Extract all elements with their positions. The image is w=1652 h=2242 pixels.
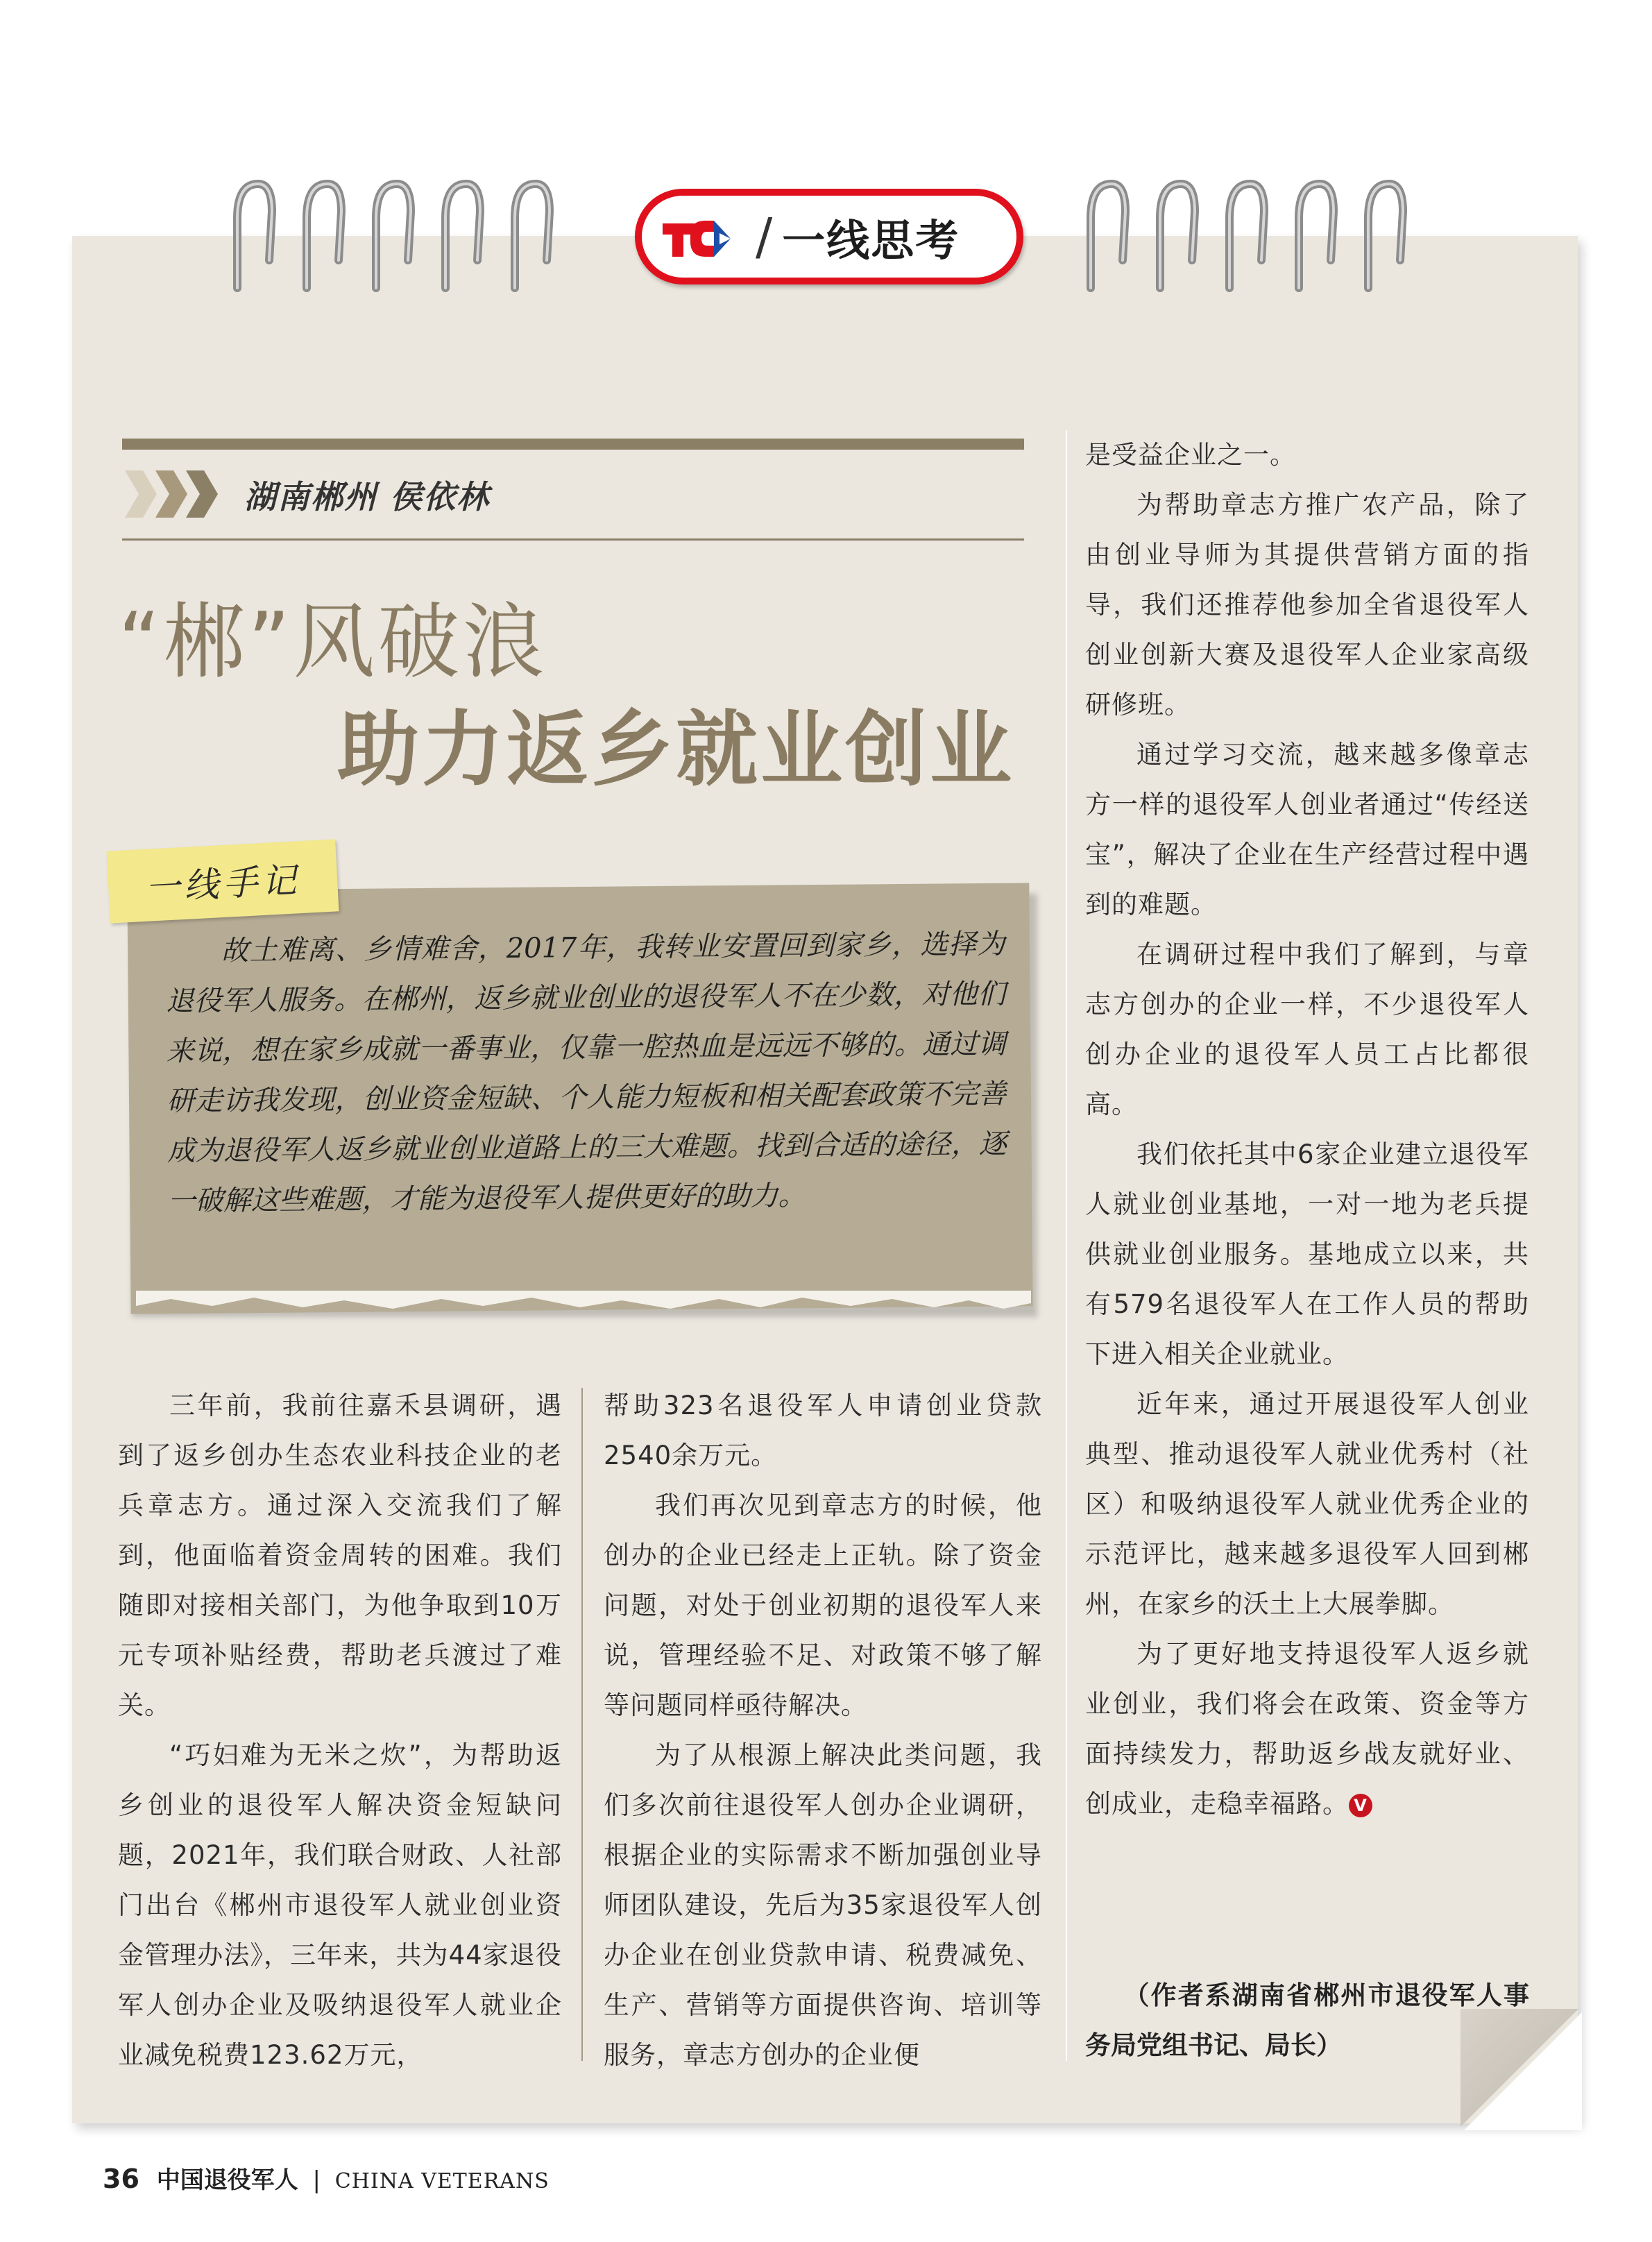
spiral-ring-icon: [1360, 177, 1408, 295]
paragraph-continuation: 帮助323名退役军人申请创业贷款2540余万元。: [604, 1391, 1042, 1470]
author-rule-bottom: [122, 538, 1024, 541]
section-badge: [635, 189, 1023, 285]
headline-line-1: “郴”风破浪: [118, 594, 547, 690]
chevrons-icon: [122, 466, 226, 522]
field-note-text: 故土难离、乡情难舍，2017年，我转业安置回到家乡，选择为退役军人服务。在郴州，返乡就业创业的退役军人不在少数，对他们来说，想在家乡成就一番事业，仅靠一腔热血是远远不够的。通过调研走访我发现，创业资金短缺、个人能力短板和相关配套政策不完善成为退役军人返乡就业创业道路上的三大难题。找到合适的途径，逐一破解这些难题，才能为退役军人提供更好的助力。: [165, 928, 1007, 1218]
spiral-ring-icon: [368, 177, 416, 295]
page-footer: [103, 2161, 550, 2195]
author-note: （作者系湖南省郴州市退役军人事务局党组书记、局长）: [1085, 1980, 1529, 2060]
column-divider: [581, 1388, 583, 2061]
spiral-ring-icon: [437, 177, 486, 295]
headline-line-2: 助力返乡就业创业: [337, 702, 1015, 797]
paragraph: 为帮助章志方推广农产品，除了由创业导师为其提供营销方面的指导，我们还推荐他参加全省退役军人创业创新大赛及退役军人企业家高级研修班。: [1085, 490, 1529, 720]
body-column-3: [1085, 430, 1529, 1829]
footer-separator: |: [312, 2166, 321, 2194]
spiral-ring-icon: [229, 177, 278, 295]
badge-slash: /: [756, 207, 773, 266]
spiral-ring-icon: [1291, 177, 1339, 295]
page-number: 36: [103, 2164, 139, 2194]
author-rule-top: [122, 439, 1024, 450]
paragraph: 三年前，我前往嘉禾县调研，遇到了返乡创办生态农业科技企业的老兵章志方。通过深入交流我们了解到，他面临着资金周转的困难。我们随即对接相关部门，为他争取到10万元专项补贴经费，帮助老兵渡过了难关。: [118, 1391, 562, 1720]
paragraph: 我们依托其中6家企业建立退役军人就业创业基地，一对一地为老兵提供就业创业服务。基地成立以来，共有579名退役军人在工作人员的帮助下进入相关企业就业。: [1085, 1139, 1529, 1369]
body-column-1: [118, 1381, 562, 2080]
column-divider: [1066, 430, 1067, 2061]
body-column-2: [604, 1381, 1042, 2080]
paragraph-continuation: 是受益企业之一。: [1085, 440, 1296, 470]
section-title: 一线思考: [782, 214, 960, 266]
spiral-ring-icon: [506, 177, 555, 295]
paragraph-last: [1085, 1629, 1529, 1829]
end-mark-icon: V: [1349, 1794, 1372, 1817]
field-note-label-text: 一线手记: [144, 860, 302, 908]
spiral-ring-icon: [298, 177, 347, 295]
paragraph: 在调研过程中我们了解到，与章志方创办的企业一样，不少退役军人创办企业的退役军人员工占比都很高。: [1085, 940, 1529, 1119]
magazine-name-cn: 中国退役军人: [156, 2166, 298, 2194]
paragraph: 通过学习交流，越来越多像章志方一样的退役军人创业者通过“传经送宝”，解决了企业在生产经营过程中遇到的难题。: [1085, 740, 1529, 919]
magazine-name-en: CHINA VETERANS: [334, 2169, 550, 2193]
torn-edge: [136, 1291, 1031, 1311]
field-note-label: [107, 839, 339, 923]
paragraph: “巧妇难为无米之炊”，为帮助返乡创业的退役军人解决资金短缺问题，2021年，我们联合财政、人社部门出台《郴州市退役军人就业创业资金管理办法》，三年来，共为44家退役军人创办企业及吸纳退役军人就业企业减免税费123.62万元，: [118, 1740, 562, 2070]
spiral-ring-icon: [1082, 177, 1131, 295]
paragraph: 为了从根源上解决此类问题，我们多次前往退役军人创办企业调研，根据企业的实际需求不断加强创业导师团队建设，先后为35家退役军人创办企业在创业贷款申请、税费减免、生产、营销等方面提供咨询、培训等服务，章志方创办的企业便: [604, 1740, 1042, 2070]
paragraph: 我们再次见到章志方的时候，他创办的企业已经走上正轨。除了资金问题，对处于创业初期的退役军人来说，管理经验不足、对政策不够了解等问题同样亟待解决。: [604, 1491, 1042, 1720]
spiral-ring-icon: [1152, 177, 1200, 295]
last-paragraph-text: 为了更好地支持退役军人返乡就业创业，我们将会在政策、资金等方面持续发力，帮助返乡战友就好业、创成业，走稳幸福路。: [1085, 1639, 1529, 1819]
section-badge-inner: [642, 196, 1016, 278]
paragraph: 近年来，通过开展退役军人创业典型、推动退役军人就业优秀村（社区）和吸纳退役军人就业优秀企业的示范评比，越来越多退役军人回到郴州，在家乡的沃土上大展拳脚。: [1085, 1389, 1529, 1619]
author-byline: 湖南郴州 侯依林: [244, 478, 491, 516]
spiral-ring-icon: [1221, 177, 1270, 295]
magazine-logo-icon: [642, 196, 753, 278]
